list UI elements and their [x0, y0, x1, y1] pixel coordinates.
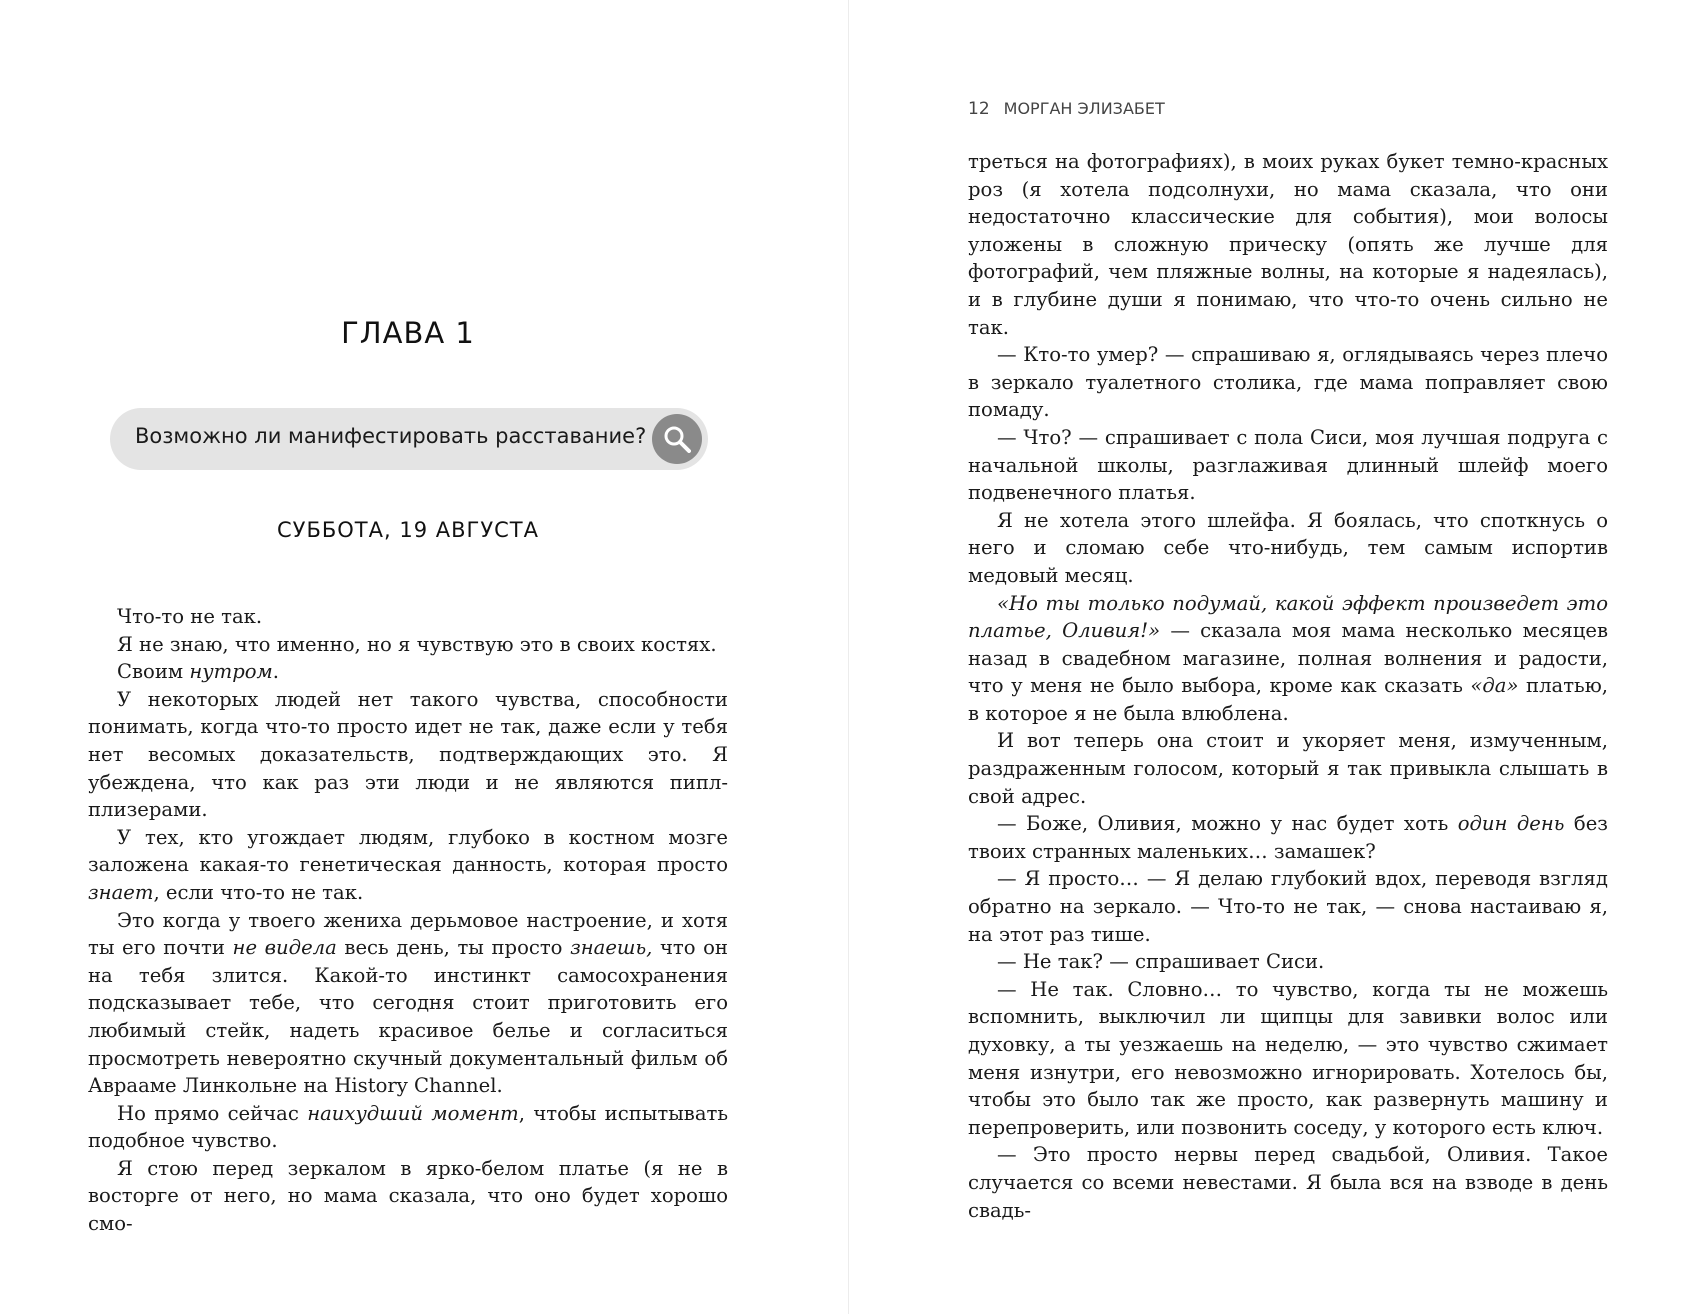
search-query: Возможно ли манифестировать расставание? [135, 424, 647, 448]
text-run: треться на фотографиях), в моих руках букет темно-красных роз (я хотела подсолнухи, но мама сказала, что они недостаточно классические для события), мои волосы уложены в сложную прическу (опять же лучше для фотографий, чем пляжные волны, на которые я надеялась), и в глубине души я понимаю, что что-то очень сильно не так. [968, 150, 1608, 339]
text-run: . [272, 660, 280, 684]
running-head [968, 99, 1165, 119]
body-paragraph [88, 907, 728, 1100]
body-paragraph [968, 948, 1608, 976]
text-run: И вот теперь она стоит и укоряет меня, измученным, раздраженным голосом, который я так привыкла слышать в свой адрес. [968, 729, 1608, 808]
italic-text: один день [1457, 812, 1565, 836]
body-paragraph [88, 686, 728, 824]
body-paragraph [968, 976, 1608, 1142]
body-paragraph [88, 631, 728, 659]
spread-gutter [848, 0, 849, 1314]
text-run: без твоих странных маленьких… замашек? [968, 812, 1608, 863]
body-paragraph [968, 148, 1608, 341]
search-bar [110, 408, 708, 470]
body-paragraph [88, 603, 728, 631]
body-paragraph [968, 424, 1608, 507]
text-run: — Кто-то умер? — спрашиваю я, оглядываясь через плечо в зеркало туалетного столика, где мама поправляет свою помаду. [968, 343, 1608, 422]
italic-text: знает [88, 880, 154, 904]
page-number: 12 [968, 99, 990, 119]
text-run: — Не так? — спрашивает Сиси. [997, 950, 1325, 974]
body-paragraph [968, 1141, 1608, 1224]
italic-text: «Но ты только подумай, какой эффект произведет это платье, Оливия!» [968, 591, 1608, 643]
author-name: МОРГАН ЭЛИЗАБЕТ [1003, 99, 1165, 118]
date-heading: СУББОТА, 19 АВГУСТА [277, 518, 539, 542]
body-paragraph [88, 824, 728, 907]
body-paragraph [968, 590, 1608, 728]
body-paragraph [968, 810, 1608, 865]
right-body-text [968, 148, 1608, 1224]
body-paragraph [968, 727, 1608, 810]
italic-text: не видела [232, 936, 337, 960]
italic-text: наихудший момент [307, 1101, 519, 1125]
text-run: Я не знаю, что именно, но я чувствую это в своих костях. [117, 632, 717, 656]
body-paragraph [968, 865, 1608, 948]
text-run: У тех, кто угождает людям, глубоко в костном мозге заложена какая-то генетическая данность, которая просто [88, 825, 728, 877]
search-button [652, 414, 702, 464]
text-run: платью, в которое я не была влюблена. [968, 674, 1608, 725]
text-run: что он на тебя злится. Какой-то инстинкт самосохранения подсказывает тебе, что сегодня стоит приготовить его любимый стейк, надеть красивое белье и согласиться просмотреть невероятно скучный документальный фильм об Аврааме Линкольне на History Channel. [88, 936, 728, 1098]
text-run: Что-то не так. [117, 605, 263, 628]
text-run: Я стою перед зеркалом в ярко-белом платье (я не в восторге от него, но мама сказала, что оно будет хорошо смо- [88, 1156, 728, 1236]
body-paragraph [968, 507, 1608, 590]
text-run: Я не хотела этого шлейфа. Я боялась, что споткнусь о него и сломаю себе что-нибудь, тем самым испортив медовый месяц. [968, 508, 1608, 587]
text-run: Но прямо сейчас [117, 1101, 308, 1125]
italic-text: «да» [1470, 674, 1519, 698]
text-run: весь день, ты просто [336, 936, 571, 960]
text-run: Это когда у твоего жениха дерьмовое настроение, и хотя ты его почти [88, 908, 728, 960]
chapter-title: ГЛАВА 1 [341, 316, 475, 350]
text-run: — сказала моя мама несколько месяцев назад в свадебном магазине, полная волнения и радости, что у меня не было выбора, кроме как сказать [968, 619, 1608, 698]
body-paragraph [968, 341, 1608, 424]
text-run: — Что? — спрашивает с пола Сиси, моя лучшая подруга с начальной школы, разглаживая длинный шлейф моего подвенечного платья. [968, 425, 1608, 505]
text-run: У некоторых людей нет такого чувства, способности понимать, когда что-то просто идет не так, даже если у тебя нет весомых доказательств, подтверждающих это. Я убеждена, что как раз эти люди и не являются пипл-плизерами. [88, 687, 728, 822]
text-run: , чтобы испытывать подобное чувство. [88, 1101, 729, 1153]
body-paragraph [88, 658, 728, 686]
text-run: — Я просто… — Я делаю глубокий вдох, переводя взгляд обратно на зеркало. — Что-то не так, — снова настаиваю я, на этот раз тише. [968, 867, 1608, 946]
search-icon [663, 425, 691, 453]
body-paragraph [88, 1100, 728, 1155]
italic-text: знаешь, [570, 936, 653, 960]
text-run: — Не так. Словно… то чувство, когда ты не можешь вспомнить, выключил ли щипцы для завивки волос или духовку, а ты уезжаешь на неделю, — это чувство сжимает меня изнутри, его невозможно игнорировать. Хотелось бы, чтобы это было так же просто, как развернуть машину и перепроверить, или позвонить соседу, у которого есть ключ. [968, 977, 1608, 1139]
left-page [0, 0, 848, 1314]
left-body-text [88, 603, 728, 1238]
text-run: Своим [117, 660, 190, 684]
italic-text: нутром [189, 660, 273, 684]
text-run: — Это просто нервы перед свадьбой, Оливия. Такое случается со всеми невестами. Я была вся на взводе в день свадь- [968, 1143, 1608, 1222]
text-run: — Боже, Оливия, можно у нас будет хоть [997, 812, 1458, 836]
body-paragraph [88, 1155, 728, 1238]
text-run: , если что-то не так. [153, 880, 364, 904]
